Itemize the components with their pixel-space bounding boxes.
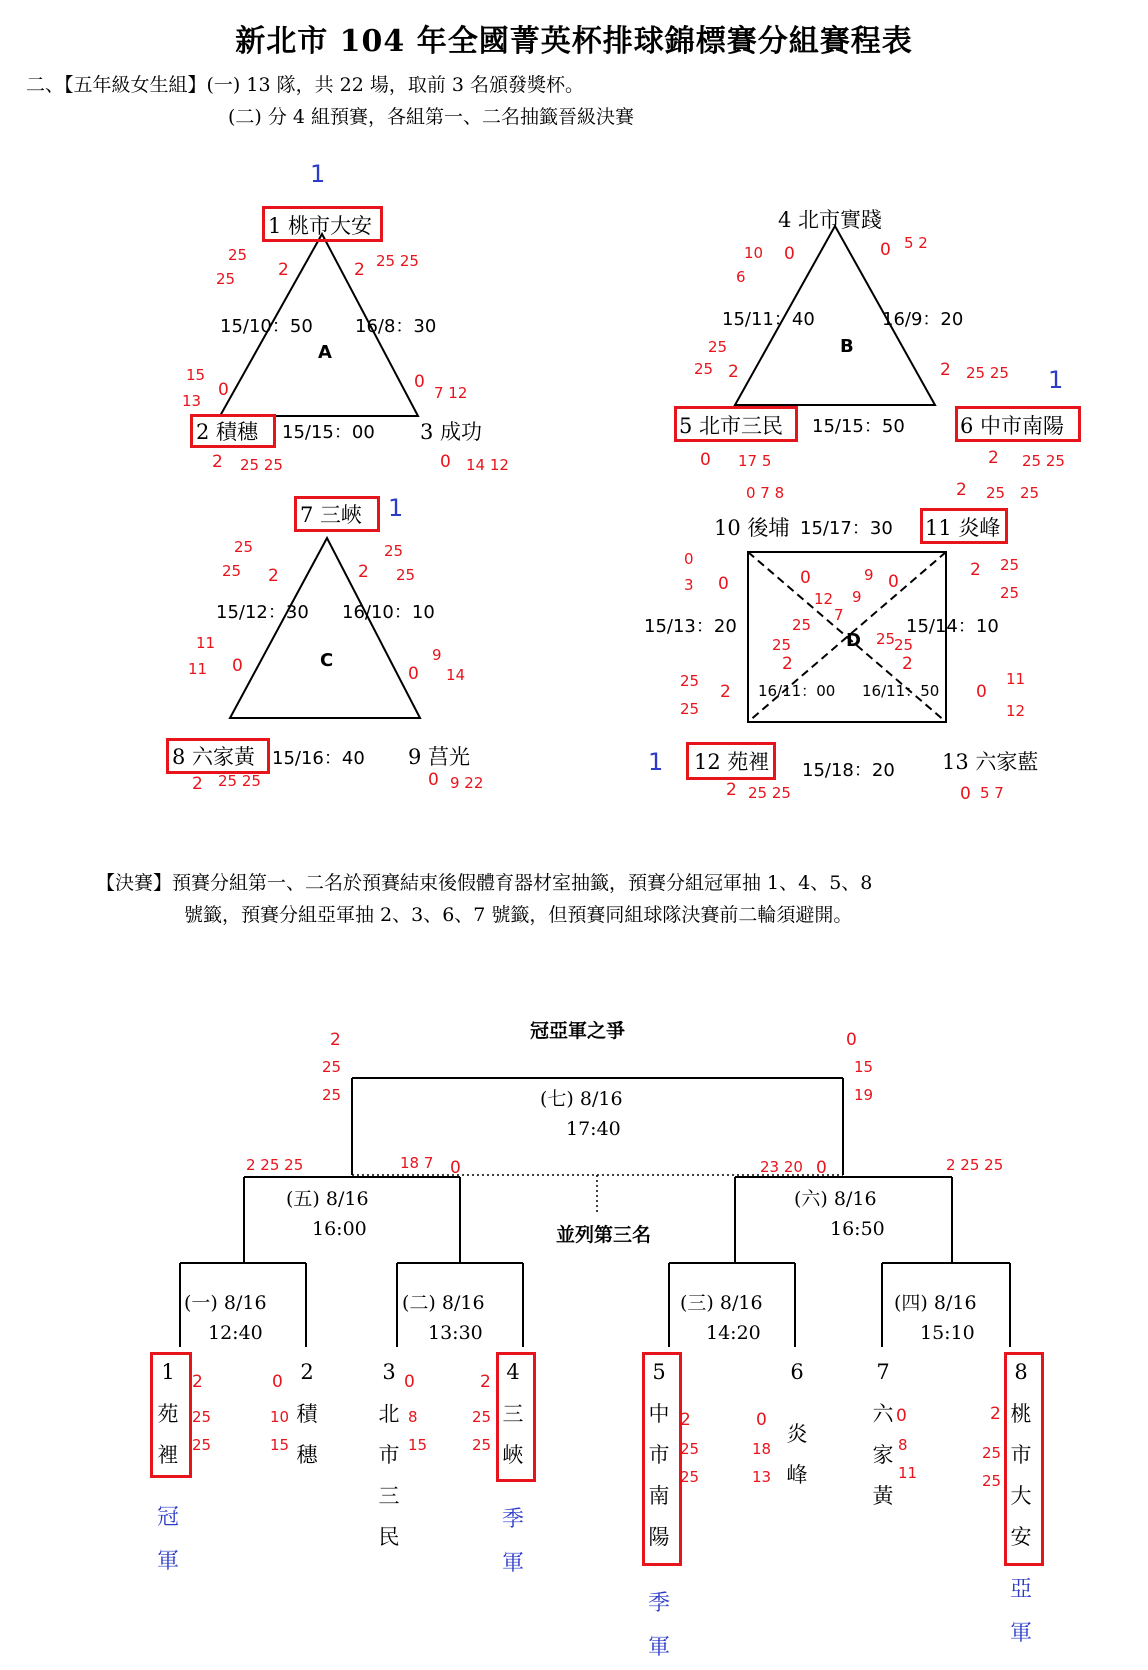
- group-c-score: 0: [428, 770, 439, 790]
- champion-award: 冠軍: [156, 1505, 179, 1574]
- group-a-time-1: 15/10：50: [220, 316, 313, 337]
- group-a-score: 15: [186, 366, 206, 384]
- match-4-date: (四) 8/16: [894, 1292, 977, 1314]
- group-a-score: 2: [212, 452, 223, 472]
- group-a-team-2: 2 積穗: [196, 420, 259, 444]
- third-place-lines: [352, 1175, 843, 1212]
- group-d-score: 25: [680, 700, 700, 718]
- group-d-score: 2: [902, 654, 913, 674]
- seed-3-number: 3: [382, 1360, 396, 1384]
- group-c-score: 2: [192, 774, 203, 794]
- group-a-score: 0: [440, 452, 451, 472]
- seed-1-number: 1: [161, 1360, 175, 1384]
- third-place-award-2: 季軍: [647, 1591, 670, 1660]
- group-d-score: 9: [864, 566, 874, 584]
- seed-7-score: 8: [898, 1436, 908, 1454]
- seed-2-number: 2: [300, 1360, 314, 1384]
- seed-1-score: 2: [192, 1372, 203, 1392]
- group-a-score: 25: [216, 270, 236, 288]
- seed-3-score: 15: [408, 1436, 428, 1454]
- final-title: 冠亞軍之爭: [530, 1020, 626, 1042]
- group-d-score: 12: [814, 590, 834, 608]
- group-b-score: 0: [784, 244, 795, 264]
- group-d-score: 25 25: [748, 784, 791, 802]
- group-a-rank-mark: 1: [310, 160, 326, 188]
- group-c-score: 9 22: [450, 774, 484, 792]
- seed-6-score: 13: [752, 1468, 772, 1486]
- group-d-score: 25: [1020, 484, 1040, 502]
- seed-4-score: 25: [472, 1436, 492, 1454]
- group-a-time-2: 16/8：30: [355, 316, 437, 337]
- final-right-score: 19: [854, 1086, 874, 1104]
- group-b-score: 0: [700, 450, 711, 470]
- group-d-team-11: 11 炎峰: [925, 516, 1001, 540]
- group-c-score: 25: [234, 538, 254, 556]
- group-b-score: 5 2: [904, 234, 928, 252]
- match-4-time: 15:10: [920, 1322, 975, 1344]
- group-d-score: 0: [960, 784, 971, 804]
- seed-2-score: 15: [270, 1436, 290, 1454]
- group-c-score: 0: [408, 664, 419, 684]
- seed-8-score: 25: [982, 1472, 1002, 1490]
- semi-2-right-score: 2 25 25: [946, 1156, 1004, 1174]
- group-c-score: 2: [268, 566, 279, 586]
- group-b-team-4: 4 北市實踐: [778, 208, 883, 232]
- group-d-score: 0: [800, 568, 811, 588]
- page-title: 新北市 104 年全國菁英杯排球錦標賽分組賽程表: [235, 24, 913, 59]
- group-c-score: 25 25: [218, 772, 261, 790]
- group-d-time-3: 15/14：10: [906, 616, 999, 637]
- group-d-score: 0: [684, 550, 694, 568]
- seed-8-score: 2: [990, 1404, 1001, 1424]
- seed-5-score: 25: [680, 1440, 700, 1458]
- group-d-score: 2: [726, 780, 737, 800]
- group-a-score: 7 12: [434, 384, 468, 402]
- seed-3-name: 北市三民: [378, 1402, 400, 1549]
- final-left-score: 25: [322, 1086, 342, 1104]
- group-b-time-1: 15/11：40: [722, 309, 815, 330]
- group-d-score: 25: [680, 672, 700, 690]
- group-b-score: 25: [708, 338, 728, 356]
- seed-5-number: 5: [652, 1360, 666, 1384]
- group-c-score: 25: [396, 566, 416, 584]
- final-left-score: 2: [330, 1030, 341, 1050]
- group-d-score: 7: [834, 606, 844, 624]
- group-b-score: 25 25: [966, 364, 1009, 382]
- seed-7-score: 0: [896, 1406, 907, 1426]
- seed-5-score: 25: [680, 1468, 700, 1486]
- group-d-time-4: 16/11：00: [758, 682, 836, 700]
- group-a-time-3: 15/15：00: [282, 422, 375, 443]
- group-b-time-2: 16/9：20: [882, 309, 964, 330]
- final-left-score: 25: [322, 1058, 342, 1076]
- final-rule-line-1: 【決賽】預賽分組第一、二名於預賽結束後假體育器材室抽籤，預賽分組冠軍抽 1、4、5、8: [96, 872, 873, 894]
- group-b-score: 25 25: [1022, 452, 1065, 470]
- seed-7-score: 11: [898, 1464, 918, 1482]
- group-d-score: 2: [970, 560, 981, 580]
- group-c-team-9: 9 莒光: [408, 745, 471, 769]
- group-d-score: 11: [1006, 670, 1026, 688]
- seed-1-score: 25: [192, 1408, 212, 1426]
- match-5-date: (五) 8/16: [286, 1188, 369, 1210]
- match-1-date: (一) 8/16: [184, 1292, 267, 1314]
- match-5-time: 16:00: [312, 1218, 367, 1240]
- group-d-score: 5 7: [980, 784, 1004, 802]
- seed-5-score: 2: [680, 1410, 691, 1430]
- group-d-time-5: 16/11：50: [862, 682, 940, 700]
- match-3-date: (三) 8/16: [680, 1292, 763, 1314]
- group-d-score: 25: [894, 636, 914, 654]
- group-c-time-2: 16/10：10: [342, 602, 435, 623]
- final-rule-line-2: 號籤，預賽分組亞軍抽 2、3、6、7 號籤，但預賽同組球隊決賽前二輪須避開。: [184, 904, 853, 926]
- group-c-time-1: 15/12：30: [216, 602, 309, 623]
- group-c-score: 14: [446, 666, 466, 684]
- third-place-award-1: 季軍: [501, 1507, 524, 1576]
- semi-1-left-score: 2 25 25: [246, 1156, 304, 1174]
- group-a-score: 2: [354, 260, 365, 280]
- group-c-team-8: 8 六家黃: [172, 745, 256, 769]
- group-b-label: B: [840, 336, 854, 357]
- group-c-label: C: [320, 650, 334, 671]
- group-c-score: 11: [196, 634, 216, 652]
- semi-2-left-score: 23 20: [760, 1158, 803, 1176]
- match-3-time: 14:20: [706, 1322, 761, 1344]
- seed-5-name: 中市南陽: [648, 1402, 670, 1549]
- third-place-label: 並列第三名: [556, 1224, 652, 1246]
- group-d-score: 12: [1006, 702, 1026, 720]
- seed-1-name: 苑裡: [157, 1402, 179, 1467]
- note-line-1: 二、【五年級女生組】(一) 13 隊，共 22 場，取前 3 名頒發獎杯。: [26, 74, 585, 96]
- semi-1-right-score: 18 7: [400, 1154, 434, 1172]
- seed-3-score: 0: [404, 1372, 415, 1392]
- seed-2-name: 積穗: [296, 1402, 318, 1467]
- group-a-team-1: 1 桃市大安: [268, 214, 373, 238]
- group-d-score: 0: [718, 574, 729, 594]
- seed-3-score: 8: [408, 1408, 418, 1426]
- group-b-score: 17 5: [738, 452, 772, 470]
- group-d-score: 25: [772, 636, 792, 654]
- seed-8-name: 桃市大安: [1010, 1402, 1032, 1549]
- final-right-score: 15: [854, 1058, 874, 1076]
- group-b-score: 2: [988, 448, 999, 468]
- group-c-score: 0: [232, 656, 243, 676]
- seed-8-score: 25: [982, 1444, 1002, 1462]
- group-d-team-12: 12 苑裡: [694, 750, 770, 774]
- group-d-score: 25: [986, 484, 1006, 502]
- seed-7-number: 7: [876, 1360, 890, 1384]
- group-b-rank-mark: 1: [1048, 366, 1064, 394]
- group-b-score: 0: [880, 240, 891, 260]
- final-right-score: 0: [846, 1030, 857, 1050]
- group-d-score: 25: [1000, 584, 1020, 602]
- match-2-time: 13:30: [428, 1322, 483, 1344]
- group-b-score: 10: [744, 244, 764, 262]
- match-1-time: 12:40: [208, 1322, 263, 1344]
- group-a-score: 14 12: [466, 456, 509, 474]
- seed-4-name: 三峽: [502, 1402, 524, 1467]
- seed-6-number: 6: [790, 1360, 804, 1384]
- semi-1-right-sets: 0: [450, 1158, 461, 1178]
- group-d-score: 9: [852, 588, 862, 606]
- seed-4-score: 2: [480, 1372, 491, 1392]
- group-d-score: 0: [976, 682, 987, 702]
- group-a-score: 2: [278, 260, 289, 280]
- group-d-time-1: 15/17：30: [800, 518, 893, 539]
- group-d-team-13: 13 六家藍: [942, 750, 1039, 774]
- group-a-score: 0: [414, 372, 425, 392]
- match-6-date: (六) 8/16: [794, 1188, 877, 1210]
- match-7-date: (七) 8/16: [540, 1088, 623, 1110]
- seed-4-score: 25: [472, 1408, 492, 1426]
- group-b-team-6: 6 中市南陽: [960, 414, 1065, 438]
- seed-6-name: 炎峰: [786, 1422, 808, 1487]
- group-c-rank-mark: 1: [388, 494, 404, 522]
- group-d-score: 2: [956, 480, 967, 500]
- group-d-score: 3: [684, 576, 694, 594]
- group-a-score: 25 25: [240, 456, 283, 474]
- group-c-team-7: 7 三峽: [300, 503, 363, 527]
- group-b-score: 6: [736, 268, 746, 286]
- group-d-score: 0: [888, 572, 899, 592]
- group-c-triangle: [230, 538, 420, 718]
- group-d-team-10: 10 後埔: [714, 516, 790, 540]
- seed-7-name: 六家黃: [872, 1402, 894, 1508]
- runner-up-award: 亞軍: [1009, 1577, 1032, 1646]
- group-a-score: 13: [182, 392, 202, 410]
- group-d-label: D: [846, 630, 861, 651]
- group-a-label: A: [318, 342, 332, 363]
- match-2-date: (二) 8/16: [402, 1292, 485, 1314]
- seed-2-score: 10: [270, 1408, 290, 1426]
- semi-2-left-sets: 0: [816, 1158, 827, 1178]
- seed-6-score: 18: [752, 1440, 772, 1458]
- group-c-score: 25: [222, 562, 242, 580]
- group-a-team-3: 3 成功: [420, 420, 483, 444]
- group-d-rank-mark: 1: [648, 748, 664, 776]
- seed-8-number: 8: [1014, 1360, 1028, 1384]
- group-c-score: 9: [432, 646, 442, 664]
- note-line-2: (二) 分 4 組預賽，各組第一、二名抽籤晉級決賽: [228, 106, 635, 128]
- group-d-score: 2: [720, 682, 731, 702]
- group-b-score: 2: [940, 360, 951, 380]
- group-d-score: 0 7 8: [746, 484, 785, 502]
- group-c-score: 11: [188, 660, 208, 678]
- group-c-time-3: 15/16：40: [272, 748, 365, 769]
- group-b-score: 25: [694, 360, 714, 378]
- group-b-time-3: 15/15：50: [812, 416, 905, 437]
- match-7-time: 17:40: [566, 1118, 621, 1140]
- group-d-score: 25: [792, 616, 812, 634]
- group-c-score: 25: [384, 542, 404, 560]
- group-d-score: 25: [1000, 556, 1020, 574]
- group-d-score: 25: [876, 630, 896, 648]
- group-d-time-2: 15/13：20: [644, 616, 737, 637]
- group-b-team-5: 5 北市三民: [679, 414, 784, 438]
- seed-4-number: 4: [506, 1360, 520, 1384]
- group-b-score: 2: [728, 362, 739, 382]
- match-6-time: 16:50: [830, 1218, 885, 1240]
- group-d-time-6: 15/18：20: [802, 760, 895, 781]
- group-a-score: 0: [218, 380, 229, 400]
- seed-2-score: 0: [272, 1372, 283, 1392]
- seed-6-score: 0: [756, 1410, 767, 1430]
- group-a-score: 25 25: [376, 252, 419, 270]
- group-a-score: 25: [228, 246, 248, 264]
- group-c-score: 2: [358, 562, 369, 582]
- seed-1-score: 25: [192, 1436, 212, 1454]
- group-d-score: 2: [782, 654, 793, 674]
